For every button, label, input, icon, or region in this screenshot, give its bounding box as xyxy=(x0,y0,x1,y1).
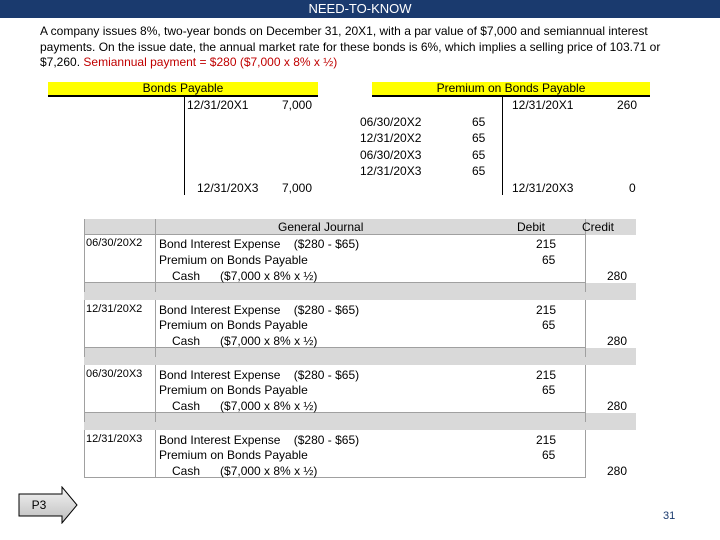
journal-entry-4-line-2: Premium on Bonds Payable xyxy=(159,448,308,462)
journal-entry-1-debit-1: 215 xyxy=(536,237,557,251)
premium-debit-amount-3: 65 xyxy=(472,148,486,162)
premium-debit-date-4: 12/31/20X3 xyxy=(360,164,422,178)
objective-badge-label: P3 xyxy=(31,498,47,512)
bonds-payable-divider xyxy=(184,97,185,195)
journal-entry-1-line-2: Premium on Bonds Payable xyxy=(159,253,308,267)
problem-text: A company issues 8%, two-year bonds on December 31, 20X1, with a par value of $7,000 and semiannual interest payments. On the issue date, the annual market rate for these bonds is 6%, which implies a selling price of 103.71 or $7,260. xyxy=(40,24,661,69)
premium-credit-date-1: 12/31/20X1 xyxy=(512,98,574,112)
journal-title: General Journal xyxy=(278,220,364,234)
journal-entry-1-line-3: Cash ($7,000 x 8% x ½) xyxy=(172,269,318,283)
bonds-payable-credit-date-2: 12/31/20X3 xyxy=(197,181,259,195)
premium-credit-amount-2: 0 xyxy=(629,181,636,195)
bonds-payable-title: Bonds Payable xyxy=(142,81,224,95)
journal-entry-4-debit-2: 65 xyxy=(542,448,556,462)
journal-entry-4-date: 12/31/20X3 xyxy=(86,433,143,445)
premium-divider xyxy=(502,97,503,195)
premium-debit-date-3: 06/30/20X3 xyxy=(360,148,422,162)
premium-credit-amount-1: 260 xyxy=(617,98,638,112)
general-journal xyxy=(84,219,636,479)
journal-entry-3-line-3: Cash ($7,000 x 8% x ½) xyxy=(172,399,318,413)
premium-title: Premium on Bonds Payable xyxy=(436,81,586,95)
journal-entry-2-credit: 280 xyxy=(607,334,628,348)
journal-entry-4-line-3: Cash ($7,000 x 8% x ½) xyxy=(172,464,318,478)
problem-statement xyxy=(40,24,700,71)
journal-entry-2-debit-1: 215 xyxy=(536,303,557,317)
header-title: NEED-TO-KNOW xyxy=(308,1,412,16)
journal-entry-4-line-1: Bond Interest Expense ($280 - $65) xyxy=(159,433,360,447)
journal-debit-header: Debit xyxy=(517,220,546,234)
journal-entry-1-date: 06/30/20X2 xyxy=(86,237,143,249)
bonds-payable-credit-amount-2: 7,000 xyxy=(282,181,313,195)
journal-entry-2-debit-2: 65 xyxy=(542,318,556,332)
journal-entry-3-line-2: Premium on Bonds Payable xyxy=(159,383,308,397)
bonds-payable-credit-date-1: 12/31/20X1 xyxy=(187,98,249,112)
journal-entry-1-line-1: Bond Interest Expense ($280 - $65) xyxy=(159,237,360,251)
journal-entry-2-line-3: Cash ($7,000 x 8% x ½) xyxy=(172,334,318,348)
premium-credit-date-2: 12/31/20X3 xyxy=(512,181,574,195)
bonds-payable-credit-amount-1: 7,000 xyxy=(282,98,313,112)
premium-debit-amount-4: 65 xyxy=(472,164,486,178)
premium-debit-date-2: 12/31/20X2 xyxy=(360,131,422,145)
page-number: 31 xyxy=(663,510,676,522)
journal-entry-3-line-1: Bond Interest Expense ($280 - $65) xyxy=(159,368,360,382)
journal-entry-3-date: 06/30/20X3 xyxy=(86,368,143,380)
journal-entry-1-credit: 280 xyxy=(607,269,628,283)
payment-note: Semiannual payment = $280 ($7,000 x 8% x ½) xyxy=(83,55,338,69)
journal-credit-header: Credit xyxy=(582,220,615,234)
objective-badge xyxy=(18,486,78,524)
journal-entry-3-debit-1: 215 xyxy=(536,368,557,382)
header-bar xyxy=(0,0,720,18)
journal-entry-2-date: 12/31/20X2 xyxy=(86,303,143,315)
premium-debit-date-1: 06/30/20X2 xyxy=(360,115,422,129)
premium-debit-amount-2: 65 xyxy=(472,131,486,145)
journal-entry-3-credit: 280 xyxy=(607,399,628,413)
journal-entry-4-credit: 280 xyxy=(607,464,628,478)
journal-entry-1-debit-2: 65 xyxy=(542,253,556,267)
journal-entry-3-debit-2: 65 xyxy=(542,383,556,397)
journal-entry-4-debit-1: 215 xyxy=(536,433,557,447)
journal-entry-2-line-2: Premium on Bonds Payable xyxy=(159,318,308,332)
journal-entry-2-line-1: Bond Interest Expense ($280 - $65) xyxy=(159,303,360,317)
premium-debit-amount-1: 65 xyxy=(472,115,486,129)
